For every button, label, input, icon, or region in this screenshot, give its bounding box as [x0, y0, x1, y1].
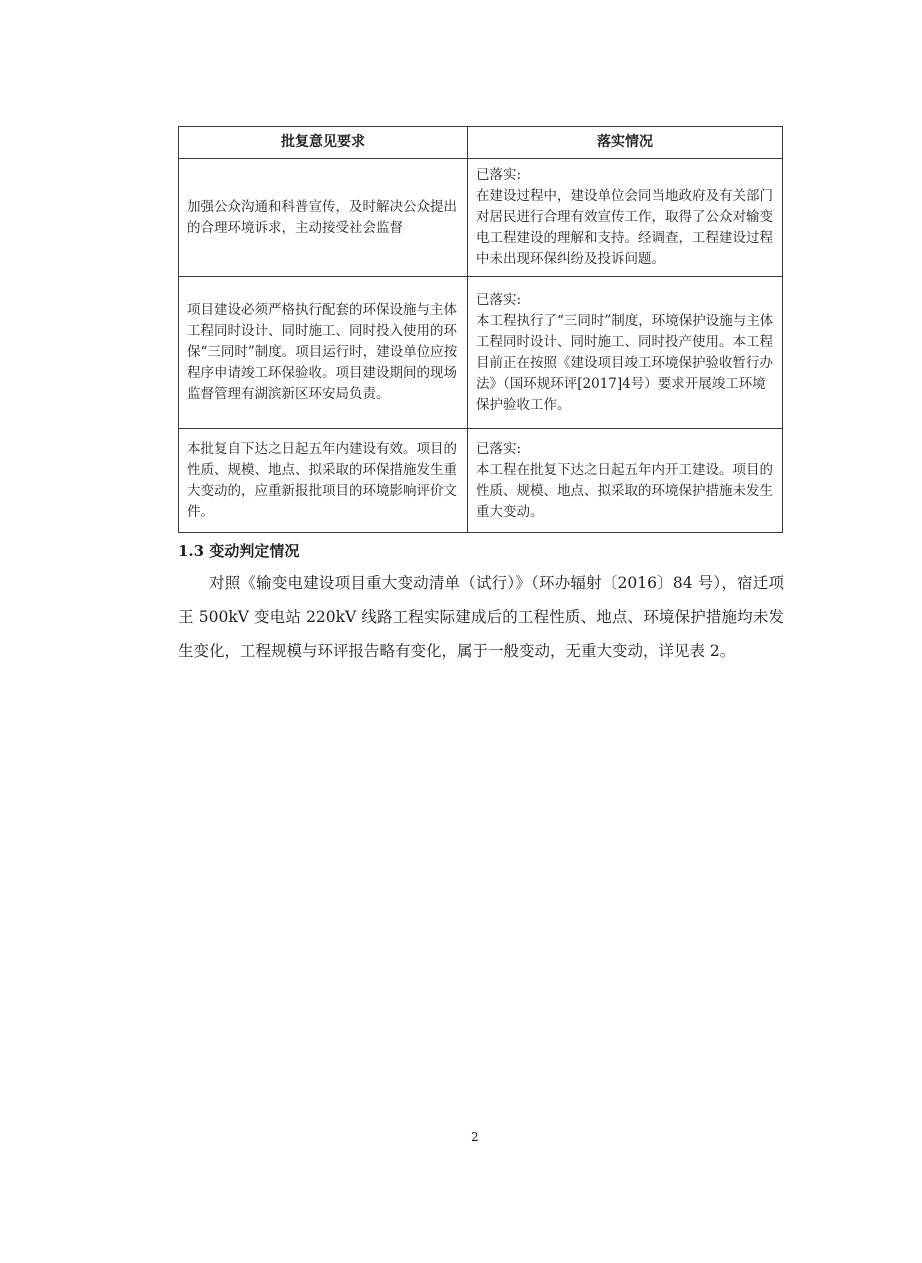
requirement-cell: 加强公众沟通和科普宣传，及时解决公众提出的合理环境诉求，主动接受社会监督 [179, 159, 468, 277]
implementation-text: 在建设过程中，建设单位会同当地政府及有关部门对居民进行合理有效宣传工作，取得了公众对输变电工程建设的理解和支持。经调查，工程建设过程中未出现环保纠纷及投诉问题。 [476, 188, 773, 267]
table-row [179, 159, 783, 277]
table-header-row [179, 127, 783, 159]
implementation-cell [468, 429, 783, 533]
table-row [179, 429, 783, 533]
status-label: 已落实: [476, 167, 522, 183]
implementation-text: 本工程执行了“三同时”制度，环境保护设施与主体工程同时设计、同时施工、同时投产使用。本工程目前正在按照《建设项目竣工环境保护验收暂行办法》（国环规环评[2017]4号）要求开展竣工环境保护验收工作。 [476, 312, 774, 413]
table-row [179, 277, 783, 429]
implementation-text: 本工程在批复下达之日起五年内开工建设。项目的性质、规模、地点、拟采取的环境保护措施未发生重大变动。 [476, 461, 773, 520]
implementation-cell [468, 277, 783, 429]
status-label: 已落实: [476, 440, 522, 457]
header-requirement: 批复意见要求 [179, 127, 468, 159]
page-number: 2 [471, 1130, 479, 1144]
status-label: 已落实: [476, 291, 522, 308]
header-implementation: 落实情况 [468, 127, 783, 159]
requirement-cell: 本批复自下达之日起五年内建设有效。项目的性质、规模、地点、拟采取的环保措施发生重大变动的，应重新报批项目的环境影响评价文件。 [179, 429, 468, 533]
implementation-cell [468, 159, 783, 277]
requirement-cell: 项目建设必须严格执行配套的环保设施与主体工程同时设计、同时施工、同时投入使用的环保“三同时”制度。项目运行时，建设单位应按程序申请竣工环保验收。项目建设期间的现场监督管理有湖滨新区环安局负责。 [179, 277, 468, 429]
body-paragraph: 对照《输变电建设项目重大变动清单（试行）》（环办辐射〔2016〕84 号），宿迁项王 500kV 变电站 220kV 线路工程实际建成后的工程性质、地点、环境保护措施均未发生变化，工程规模与环评报告略有变化，属于一般变动，无重大变动，详见表 2。 [178, 574, 784, 660]
approval-requirements-table [178, 126, 783, 533]
section-title: 1.3 变动判定情况 [178, 542, 300, 560]
